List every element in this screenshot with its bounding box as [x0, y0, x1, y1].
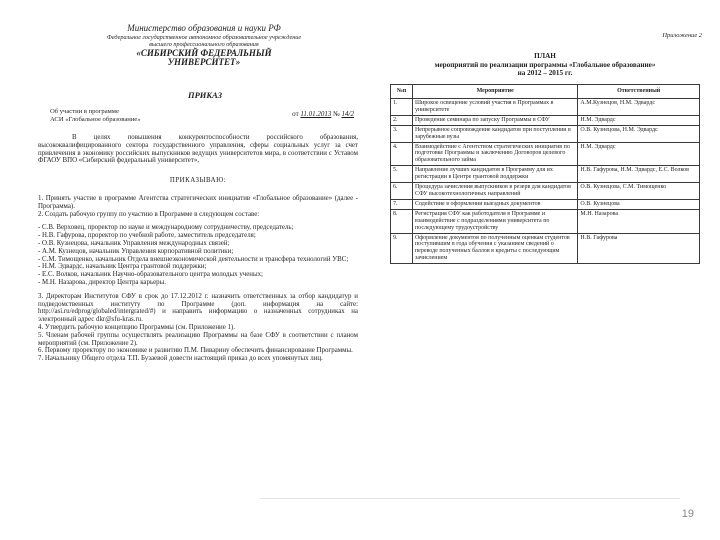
member-line: - С.В. Верховец, проректор по науке и международному сотрудничеству, председатель;: [38, 224, 294, 232]
row-num: 4.: [391, 142, 413, 166]
member-line: - Н.В. Гафурова, проректор по учебной работе, заместитель председателя;: [38, 232, 256, 240]
header-num: №п: [391, 85, 413, 99]
order-item: 2. Создать рабочую группу по участию в Программе в следующем составе:: [38, 210, 260, 218]
decree-word: ПРИКАЗЫВАЮ:: [169, 177, 227, 185]
table-row: [391, 99, 700, 116]
table-row: [391, 199, 700, 209]
document-type: ПРИКАЗ: [188, 90, 223, 100]
row-num: 2.: [391, 115, 413, 125]
row-responsible: Н.В. Гафурова, Н.М. Эдвардс, Е.С. Волков: [578, 166, 700, 183]
header-event: Мероприятие: [412, 85, 577, 99]
row-num: 9.: [391, 233, 413, 264]
row-event: Оформление документов по полученным оценкам студентов поступившим в года обучения с указанием сведений о переводе полученных баллов в кредиты с последующим зачислением: [412, 233, 577, 264]
order-item: 3. Директорам Институтов СФУ в срок до 17.12.2012 г. назначить ответственных за отбор кандидатур и подведомственных институту по Программе (доп. информация на сайте: http://asi.ru/edprog/globaled/intergrated/#) и направить информацию о назначенных сотрудниках на электронный адрес dkr@sfu-kras.ru.: [38, 292, 358, 324]
member-line: - М.Н. Назарова, директор Центра карьеры.: [38, 278, 166, 286]
agency-line: Федеральное государственное автономное образовательное учреждение: [106, 33, 302, 41]
plan-table: [390, 84, 700, 264]
order-date-number: [234, 110, 354, 118]
plan-title: ПЛАН: [534, 52, 556, 60]
order-item: 4. Утвердить рабочую концепцию Программы (см. Приложение 1).: [38, 323, 235, 331]
row-event: Широкое освещение условий участия в Программах в университете: [412, 99, 577, 116]
page-number: 19: [681, 508, 694, 520]
subject-line: АСИ «Глобальное образование»: [50, 115, 141, 123]
row-event: Непрерывное сопровождение кандидатов при поступлении в зарубежные вузы: [412, 125, 577, 142]
order-number: 14/2: [341, 110, 354, 118]
plan-subtitle: мероприятий по реализации программы «Глобальное образование»: [434, 60, 656, 69]
order-item: 5. Членам рабочей группы осуществлять реализацию Программы на базе СФУ в соответствии с планом мероприятий (см. Приложение 2).: [38, 331, 358, 347]
row-responsible: А.М.Кузнецов, Н.М. Эдвардс: [578, 99, 700, 116]
row-event: Регистрация СФУ как работодателя в Программе и взаимодействие с подразделениями университета по последующему трудоустройству: [412, 209, 577, 233]
university-name: «СИБИРСКИЙ ФЕДЕРАЛЬНЫЙ УНИВЕРСИТЕТ»: [136, 47, 272, 67]
plan-heading: [380, 52, 710, 78]
order-letterhead: [104, 24, 304, 68]
row-num: 8.: [391, 209, 413, 233]
number-prefix: №: [333, 110, 340, 118]
order-document: [28, 22, 360, 494]
row-responsible: Н.М. Эдвардс: [578, 142, 700, 166]
agency-line: высшего профессионального образования: [149, 40, 259, 48]
row-event: Проведение семинара по запуску Программы в СФУ: [412, 115, 577, 125]
plan-years: на 2012 – 2015 гг.: [517, 69, 573, 78]
row-responsible: Н.М. Эдвардс: [578, 115, 700, 125]
table-row: [391, 209, 700, 233]
footer-divider: [260, 498, 680, 499]
member-line: - А.М. Кузнецов, начальник Управления корпоративной политики;: [38, 247, 234, 255]
row-responsible: О.В. Кузнецова, С.М. Тимощенко: [578, 183, 700, 200]
row-num: 5.: [391, 166, 413, 183]
table-row: [391, 233, 700, 264]
order-date: 11.01.2013: [300, 110, 332, 118]
order-subject: [50, 108, 200, 123]
table-row: [391, 166, 700, 183]
member-line: - Н.М. Эдвардс, начальник Центра грантовой поддержки;: [38, 263, 207, 271]
table-row: [391, 125, 700, 142]
ministry-name: Министерство образования и науки РФ: [127, 23, 281, 33]
preamble: В целях повышения конкурентоспособности российского образования, высококвалифицированного сектора государственного управления, сферы социальных услуг за счет привлечения в экономику российских выпускников ведущих университетов мира, в соответствии с Уставом ФГАОУ ВПО «Сибирский федеральный университет»,: [38, 134, 358, 165]
table-row: [391, 142, 700, 166]
row-num: 6.: [391, 183, 413, 200]
row-responsible: М.Н. Назарова: [578, 209, 700, 233]
table-row: [391, 115, 700, 125]
table-row: [391, 183, 700, 200]
table-header-row: [391, 85, 700, 99]
row-responsible: О.В. Кузнецова: [578, 199, 700, 209]
row-num: 7.: [391, 199, 413, 209]
subject-line: Об участии в программе: [50, 108, 119, 115]
member-line: - О.В. Кузнецова, начальник Управления международных связей;: [38, 239, 230, 247]
order-item: 7. Начальнику Общего отдела Т.П. Бузаевой довести настоящий приказ до всех упомянутых лиц.: [38, 355, 323, 363]
row-event: Взаимодействие с Агентством стратегических инициатив по подготовке Программы и заключению Договоров целевого образовательного займа: [412, 142, 577, 166]
order-body: [38, 134, 358, 363]
plan-document: [380, 32, 710, 342]
date-prefix: от: [292, 110, 299, 118]
row-num: 1.: [391, 99, 413, 116]
order-item: 1. Принять участие в программе Агентства стратегических инициатив «Глобальное образование» (далее - Программа).: [38, 194, 358, 210]
member-line: - Е.С. Волков, начальник Научно-образовательного центра молодых ученых;: [38, 271, 263, 279]
member-line: - С.М. Тимощенко, начальник Отдела внешнеэкономической деятельности и трансфера технологий УВС;: [38, 255, 349, 263]
order-item: 6. Первому проректору по экономике и развитию П.М. Пиварину обеспечить финансирование Программы.: [38, 347, 353, 355]
row-responsible: О.В. Кузнецова, Н.М. Эдвардс: [578, 125, 700, 142]
appendix-label: Приложение 2: [662, 32, 702, 39]
row-num: 3.: [391, 125, 413, 142]
row-responsible: Н.В. Гафурова: [578, 233, 700, 264]
row-event: Содействие в оформлении выездных документов: [412, 199, 577, 209]
row-event: Направление лучших кандидатов в Программу для их регистрации в Центре грантовой поддержки: [412, 166, 577, 183]
row-event: Процедура зачисления выпускников в резерв для кандидатов СФУ высокотехнологичных направлений: [412, 183, 577, 200]
header-responsible: Ответственный: [578, 85, 700, 99]
